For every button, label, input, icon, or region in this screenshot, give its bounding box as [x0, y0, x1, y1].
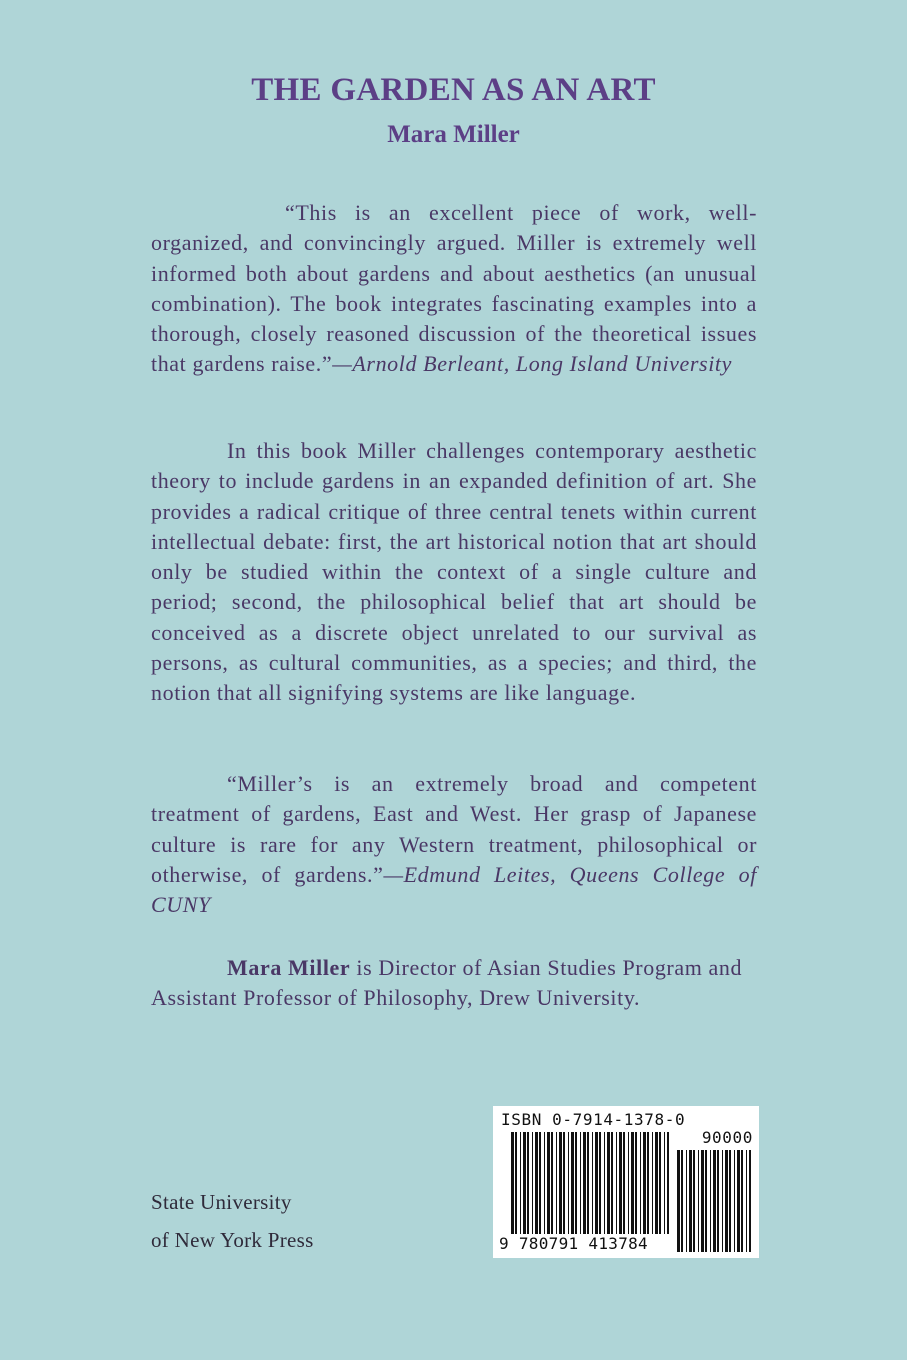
barcode-bar	[717, 1150, 719, 1252]
bio-author-name: Mara Miller	[227, 955, 351, 980]
barcode-bar	[713, 1150, 716, 1252]
barcode-bar	[539, 1132, 541, 1234]
barcode-bar	[746, 1150, 747, 1252]
barcode-bar	[741, 1150, 743, 1252]
barcode-bar	[729, 1150, 731, 1252]
addon-bars	[677, 1150, 751, 1252]
endorsement-quote-2	[151, 769, 757, 920]
barcode-bar	[616, 1132, 617, 1234]
barcode-bar	[607, 1132, 610, 1234]
barcode-bar	[689, 1150, 692, 1252]
publisher-imprint	[151, 1183, 314, 1259]
barcode-bar	[693, 1150, 695, 1252]
barcode-bar	[643, 1132, 646, 1234]
barcode-bar	[604, 1132, 605, 1234]
book-author: Mara Miller	[387, 121, 520, 148]
barcode-bar	[527, 1132, 529, 1234]
book-title: THE GARDEN AS AN ART	[251, 72, 656, 108]
barcode-bar	[583, 1132, 586, 1234]
ean-bars	[511, 1132, 669, 1234]
barcode-bar	[631, 1132, 634, 1234]
barcode-bar	[575, 1132, 577, 1234]
quote-2-attribution: —Edmund Leites, Queens College of CUNY	[151, 861, 757, 918]
barcode-bar	[664, 1132, 665, 1234]
barcode-bar	[725, 1150, 728, 1252]
endorsement-quote-1	[151, 198, 757, 380]
barcode-bar	[681, 1150, 683, 1252]
barcode-bar	[647, 1132, 649, 1234]
author-bio	[151, 953, 757, 1014]
barcode-bar	[551, 1132, 553, 1234]
barcode-bar	[571, 1132, 574, 1234]
barcode-bar	[623, 1132, 625, 1234]
barcode-bar	[667, 1132, 669, 1234]
publisher-line-1: State University	[151, 1190, 292, 1214]
bio-text: is Director of Asian Studies Program and Assistant Professor of Philosophy, Drew University.	[151, 955, 743, 1011]
barcode-bar	[563, 1132, 565, 1234]
quote-2-text: “Miller’s is an extremely broad and competent treatment of gardens, East and West. Her grasp of Japanese culture is rare for any Western treatment, philosophical or otherwise, of gardens.”	[151, 771, 757, 887]
barcode-bar	[515, 1132, 517, 1234]
barcode-bar	[568, 1132, 569, 1234]
publisher-line-2: of New York Press	[151, 1228, 314, 1252]
barcode-bar	[595, 1132, 598, 1234]
barcode-bar	[520, 1132, 521, 1234]
barcode-bar	[701, 1150, 704, 1252]
barcode-bar	[559, 1132, 562, 1234]
barcode-bar	[705, 1150, 707, 1252]
quote-1-attribution: —Arnold Berleant, Long Island University	[332, 351, 733, 377]
isbn-number: ISBN 0-7914-1378-0	[501, 1110, 686, 1129]
barcode-bar	[544, 1132, 545, 1234]
ean-digits: 9 780791 413784	[499, 1234, 648, 1253]
barcode-bar	[640, 1132, 641, 1234]
barcode-bar	[628, 1132, 629, 1234]
isbn-barcode	[493, 1106, 759, 1258]
barcode-bar	[532, 1132, 533, 1234]
barcode-bar	[592, 1132, 593, 1234]
barcode-bar	[547, 1132, 550, 1234]
barcode-bar	[511, 1132, 514, 1234]
barcode-bar	[556, 1132, 557, 1234]
barcode-bar	[523, 1132, 526, 1234]
barcode-bar	[734, 1150, 735, 1252]
barcode-bar	[686, 1150, 687, 1252]
barcode-bar	[655, 1132, 658, 1234]
barcode-bar	[619, 1132, 622, 1234]
quote-1-text: “This is an excellent piece of work, well-organized, and convincingly argued. Miller is extremely well informed both about gardens and about aesthetics (an unusual combination). The book integrates fascinating examples into a thorough, closely reasoned discussion of the theoretical issues that gardens raise.”	[151, 200, 757, 377]
barcode-bar	[737, 1150, 740, 1252]
barcode-bar	[611, 1132, 613, 1234]
barcode-bar	[722, 1150, 723, 1252]
barcode-bar	[659, 1132, 661, 1234]
barcode-bar	[710, 1150, 711, 1252]
price-code: 90000	[701, 1128, 753, 1147]
barcode-bar	[599, 1132, 601, 1234]
barcode-bar	[580, 1132, 581, 1234]
barcode-bar	[535, 1132, 538, 1234]
book-description: In this book Miller challenges contemporary aesthetic theory to include gardens in an expanded definition of art. She provides a radical critique of three central tenets within current intellectual debate: first, the art historical notion that art should only be studied within the context of a single culture and period; second, the philosophical belief that art should be conceived as a discrete object unrelated to our survival as persons, as cultural communities, as a species; and third, the notion that all signifying systems are like language.	[151, 438, 757, 706]
barcode-bar	[677, 1150, 680, 1252]
barcode-bar	[635, 1132, 637, 1234]
barcode-bar	[698, 1150, 699, 1252]
barcode-bar	[652, 1132, 653, 1234]
barcode-bar	[749, 1150, 751, 1252]
barcode-bar	[587, 1132, 589, 1234]
